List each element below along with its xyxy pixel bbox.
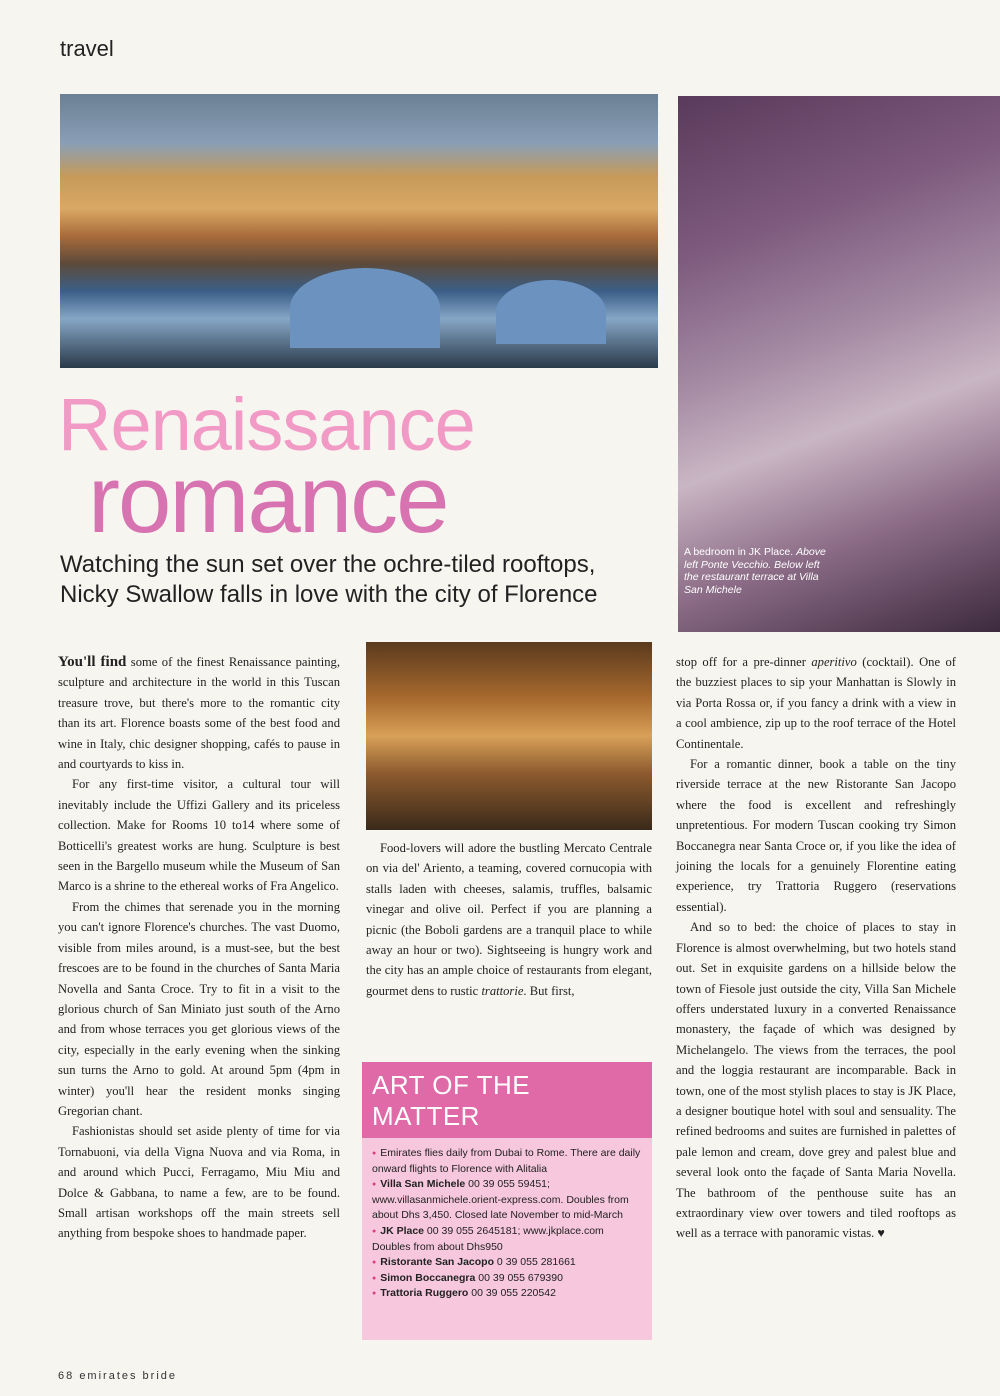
page-number: 68	[58, 1370, 75, 1382]
page-footer	[58, 1370, 177, 1382]
caption-line: Below left the restaurant terrace at Villa San Michele	[684, 558, 820, 596]
bridge-arch	[290, 268, 440, 348]
paragraph: From the chimes that serenade you in the morning you can't ignore Florence's churches. The vast Duomo, visible from miles around, is a must-see, but the best frescoes are to be found in the churches of Santa Maria Novella and Santa Croce. Try to fit in a visit to the glorious church of San Miniato just south of the Arno and from whose terraces you get glorious views of the city, especially in the early evening when the sinking sun turns the Arno to gold. At around 5pm (4pm in winter) you'll hear the resident monks singing Gregorian chant.	[58, 899, 340, 1118]
article-column-1	[58, 652, 340, 1244]
paragraph-italic: trattorie	[481, 983, 524, 998]
standfirst: Watching the sun set over the ochre-tiled rooftops, Nicky Swallow falls in love with the city of Florence	[60, 551, 598, 608]
box-item	[372, 1286, 642, 1302]
box-item-text: 00 39 055 2645181; www.jkplace.com Doubles from about Dhs950	[372, 1224, 604, 1253]
box-item	[372, 1255, 642, 1271]
article-column-3	[676, 652, 956, 1244]
headline-line-2: romance	[88, 446, 448, 553]
paragraph	[676, 652, 956, 754]
caption-line: A bedroom in JK Place.	[684, 546, 794, 558]
paragraph	[58, 652, 340, 774]
box-item-text: 0 39 055 281661	[494, 1256, 576, 1269]
box-item-text: 00 39 055 220542	[468, 1287, 556, 1300]
lead-in: You'll find	[58, 654, 127, 670]
box-item	[372, 1224, 642, 1255]
paragraph: And so to bed: the choice of places to stay in Florence is almost overwhelming, but two hotels stand out. Set in exquisite gardens on a hillside below the town of Fiesole just outside the city, Villa San Michele offers understated luxury in a converted Renaissance monastery, the façade of which was designed by Michelangelo. The views from the terraces, the pool and the loggia restaurant are incomparable. Back in town, one of the most stylish places to stay is JK Place, a designer boutique hotel with soul and sensuality. The refined bedrooms and suites are furnished in palettes of pale lemon and cream, dove grey and palest blue and several look onto the façade of Santa Maria Novella. The bathroom of the penthouse suite has an extraordinary view over towers and tiled rooftops as well as a terrace with panoramic vistas. ♥	[676, 920, 956, 1241]
paragraph-text: Food-lovers will adore the bustling Mercato Centrale on via del' Ariento, a teaming, covered cornucopia with stalls laden with cheeses, salamis, truffles, balsamic vinegar and olive oil. Perfect if you are planning a picnic (the Boboli gardens are a tranquil place to while away an hour or two). Sightseeing is hungry work and the city has an ample choice of restaurants from elegant, gourmet dens to rustic	[366, 841, 652, 998]
box-item-name: Villa San Michele	[380, 1178, 466, 1191]
box-item-name: Simon Boccanegra	[380, 1271, 476, 1284]
paragraph-text: some of the finest Renaissance painting, sculpture and architecture in the world in this Tuscan treasure trove, but there's more to the romantic city than its art. Florence boasts some of the best food and wine in Italy, chic designer shopping, cafés to pause in and courtyards to kiss in.	[58, 655, 340, 772]
box-item-name: JK Place	[380, 1224, 425, 1237]
paragraph-text: (cocktail). One of the buzziest places to sip your Manhattan is Slowly in via Porta Rossa or, if you fancy a drink with a view in a cool ambience, zip up to the roof terrace of the Hotel Continentale.	[676, 655, 956, 751]
art-of-the-matter-box	[362, 1062, 652, 1340]
box-list	[362, 1138, 652, 1302]
box-title: ART OF THE MATTER	[362, 1062, 652, 1138]
box-item	[372, 1271, 642, 1287]
box-item	[372, 1177, 642, 1224]
paragraph: Fashionistas should set aside plenty of time for via Tornabuoni, via della Vigna Nuova and via Roma, in and around which Pucci, Ferragamo, Miu Miu and Dolce & Gabbana, to name a few, are to be found. Small artisan workshops off the main streets sell anything from bespoke shoes to handmade paper.	[58, 1124, 340, 1241]
article-column-2	[366, 838, 652, 1001]
section-label: travel	[60, 36, 114, 61]
paragraph: For any first-time visitor, a cultural tour will inevitably include the Uffizi Gallery and its priceless collection. Make for Rooms 10 to14 where some of Botticelli's greatest works are hung. Sculpture is best seen in the Bargello museum while the Museum of San Marco is a shrine to the ethereal works of Fra Angelico.	[58, 777, 340, 894]
headline-line-1: Renaissance	[58, 383, 475, 466]
paragraph-text: . But first,	[523, 983, 575, 998]
box-item-name: Trattoria Ruggero	[380, 1287, 469, 1300]
caption-line: Above left Ponte Vecchio.	[684, 546, 826, 571]
box-item-name: Ristorante San Jacopo	[380, 1256, 495, 1269]
paragraph: For a romantic dinner, book a table on the tiny riverside terrace at the new Ristorante San Jacopo where the food is excellent and refreshingly unpretentious. For modern Tuscan cooking try Simon Boccanegra near Santa Croce or, if you like the idea of joining the locals for a genuinely Florentine eating experience, try Trattoria Ruggero (reservations essential).	[676, 757, 956, 914]
paragraph-text: stop off for a pre-dinner	[676, 655, 812, 669]
photo-caption	[684, 546, 834, 596]
magazine-name: emirates bride	[79, 1370, 178, 1382]
paragraph	[366, 838, 652, 1001]
box-item-text: 00 39 055 59451; www.villasanmichele.orient-express.com. Doubles from about Dhs 3,450. Closed late November to mid-March	[372, 1178, 629, 1222]
box-item	[372, 1146, 642, 1177]
restaurant-terrace-photo	[366, 642, 652, 830]
paragraph-italic: aperitivo	[811, 655, 857, 669]
bridge-arch	[496, 280, 606, 344]
ponte-vecchio-photo	[60, 94, 658, 368]
box-item-text: 00 39 055 679390	[475, 1271, 563, 1284]
box-item-text: Emirates flies daily from Dubai to Rome. There are daily onward flights to Florence with Alitalia	[372, 1147, 641, 1175]
